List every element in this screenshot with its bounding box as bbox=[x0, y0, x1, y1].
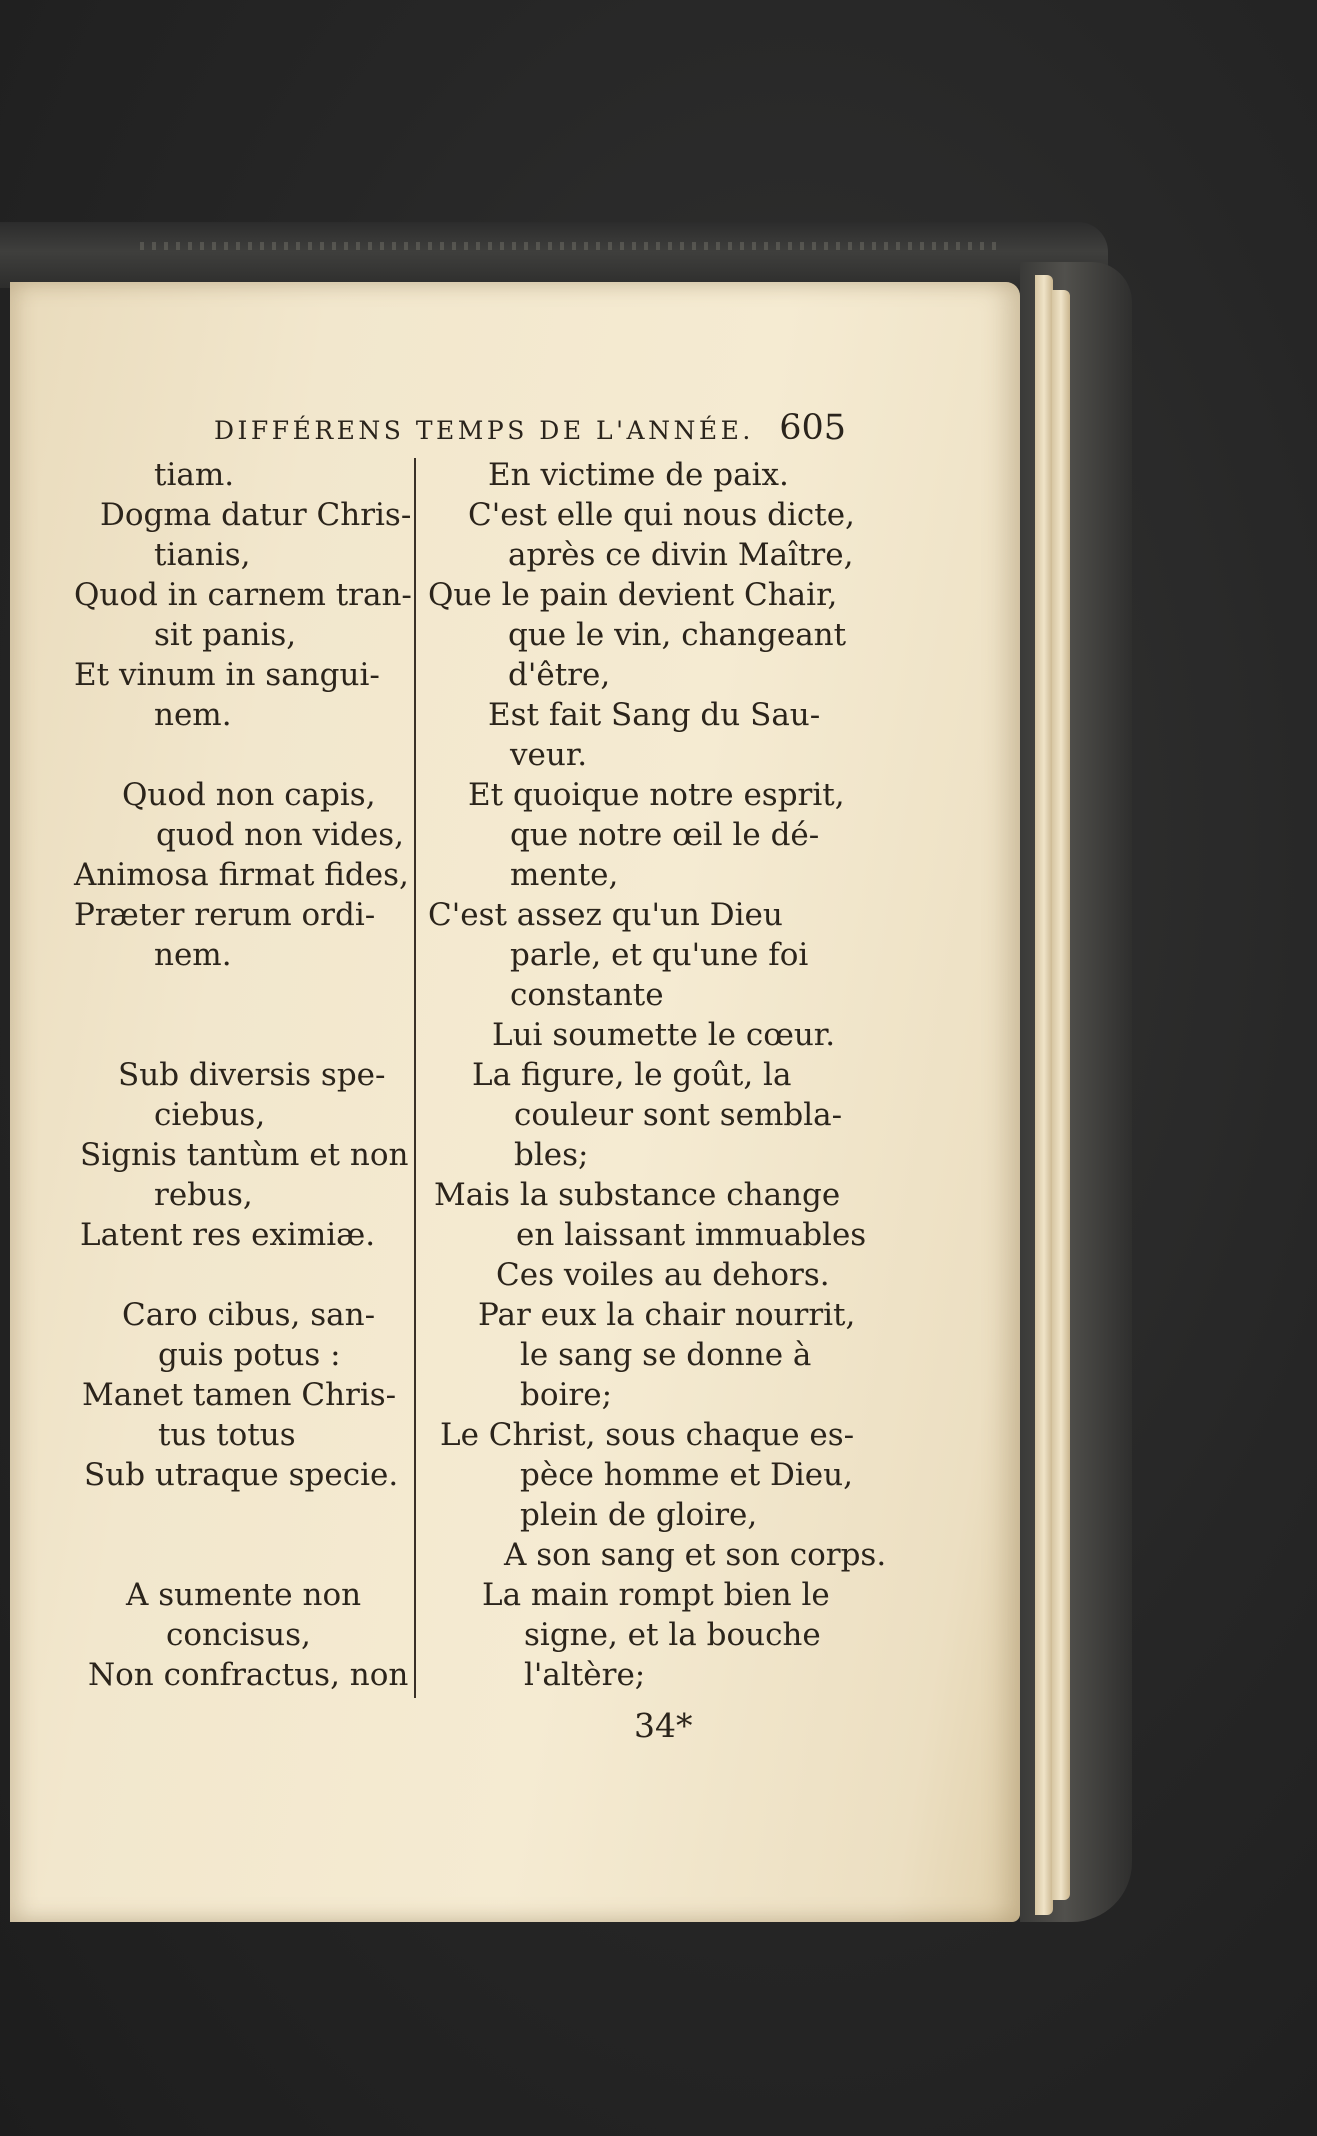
french-column bbox=[428, 455, 887, 1695]
french-verse-line: En victime de paix. bbox=[488, 457, 789, 493]
running-head: DIFFÉRENS TEMPS DE L'ANNÉE. bbox=[214, 416, 754, 445]
french-verse-line: A son sang et son corps. bbox=[504, 1537, 887, 1573]
page-number: 605 bbox=[779, 408, 846, 448]
french-verse-line: signe, et la bouche bbox=[524, 1617, 821, 1653]
latin-verse-line bbox=[74, 735, 414, 775]
latin-verse-line: guis potus : bbox=[158, 1337, 341, 1373]
french-verse-line: Et quoique notre esprit, bbox=[468, 777, 845, 813]
latin-verse-line: Et vinum in sangui- bbox=[74, 657, 380, 693]
french-verse-line: Ces voiles au dehors. bbox=[496, 1257, 830, 1293]
latin-verse-line: Caro cibus, san- bbox=[122, 1297, 376, 1333]
latin-verse-line bbox=[74, 1495, 414, 1535]
french-verse-line: Par eux la chair nourrit, bbox=[478, 1297, 856, 1333]
page-edge bbox=[1052, 290, 1070, 1900]
french-verse-line: C'est assez qu'un Dieu bbox=[428, 897, 783, 933]
french-verse-line: d'être, bbox=[508, 657, 611, 693]
french-verse-line: boire; bbox=[520, 1377, 613, 1413]
page-edge bbox=[1035, 275, 1053, 1915]
latin-verse-line bbox=[74, 1535, 414, 1575]
latin-verse-line bbox=[74, 1255, 414, 1295]
french-verse-line: plein de gloire, bbox=[520, 1497, 758, 1533]
latin-verse-line: Quod non capis, bbox=[122, 777, 376, 813]
french-verse-line: veur. bbox=[510, 737, 588, 773]
french-verse-line: l'altère; bbox=[524, 1657, 646, 1693]
french-verse-line: bles; bbox=[514, 1137, 589, 1173]
page-header bbox=[214, 408, 846, 452]
latin-verse-line: A sumente non bbox=[126, 1577, 362, 1613]
french-verse-line: Lui soumette le cœur. bbox=[492, 1017, 836, 1053]
french-verse-line: le sang se donne à bbox=[520, 1337, 812, 1373]
latin-verse-line: tianis, bbox=[154, 537, 251, 573]
latin-verse-line: ciebus, bbox=[154, 1097, 266, 1133]
latin-column bbox=[74, 455, 414, 1695]
column-rule bbox=[414, 458, 416, 1698]
latin-verse-line: tiam. bbox=[154, 457, 235, 493]
latin-verse-line: Quod in carnem tran- bbox=[74, 577, 412, 613]
french-verse-line: Est fait Sang du Sau- bbox=[488, 697, 821, 733]
latin-verse-line: tus totus bbox=[158, 1417, 296, 1453]
french-verse-line: que le vin, changeant bbox=[508, 617, 847, 653]
latin-verse-line: rebus, bbox=[154, 1177, 253, 1213]
latin-verse-line: sit panis, bbox=[154, 617, 297, 653]
french-verse-line: après ce divin Maître, bbox=[508, 537, 854, 573]
latin-verse-line: Non confractus, non bbox=[88, 1657, 409, 1693]
french-verse-line: pèce homme et Dieu, bbox=[520, 1457, 853, 1493]
book-spine-top bbox=[0, 222, 1108, 288]
french-verse-line: Le Christ, sous chaque es- bbox=[440, 1417, 855, 1453]
latin-verse-line: concisus, bbox=[166, 1617, 311, 1653]
latin-verse-line: nem. bbox=[154, 697, 232, 733]
latin-verse-line: quod non vides, bbox=[156, 817, 404, 853]
latin-verse-line bbox=[74, 975, 414, 1015]
french-verse-line: Mais la substance change bbox=[434, 1177, 841, 1213]
latin-verse-line: Sub utraque specie. bbox=[84, 1457, 399, 1493]
latin-verse-line: Præter rerum ordi- bbox=[74, 897, 376, 933]
french-verse-line: que notre œil le dé- bbox=[510, 817, 820, 853]
latin-verse-line: Latent res eximiæ. bbox=[80, 1217, 376, 1253]
french-verse-line: mente, bbox=[510, 857, 619, 893]
french-verse-line: couleur sont sembla- bbox=[514, 1097, 843, 1133]
french-verse-line: en laissant immuables bbox=[516, 1217, 867, 1253]
french-verse-line: Que le pain devient Chair, bbox=[428, 577, 838, 613]
latin-verse-line: Dogma datur Chris- bbox=[100, 497, 412, 533]
spine-tooling bbox=[140, 242, 1000, 250]
french-verse-line: parle, et qu'une foi bbox=[510, 937, 809, 973]
french-verse-line: C'est elle qui nous dicte, bbox=[468, 497, 855, 533]
signature-mark: 34* bbox=[634, 1706, 693, 1745]
latin-verse-line: Signis tantùm et non bbox=[80, 1137, 409, 1173]
french-verse-line: La main rompt bien le bbox=[482, 1577, 830, 1613]
latin-verse-line: nem. bbox=[154, 937, 232, 973]
latin-verse-line: Manet tamen Chris- bbox=[82, 1377, 397, 1413]
latin-verse-line: Animosa firmat fides, bbox=[74, 857, 409, 893]
latin-verse-line bbox=[74, 1015, 414, 1055]
french-verse-line: constante bbox=[510, 977, 664, 1013]
french-verse-line: La figure, le goût, la bbox=[472, 1057, 792, 1093]
latin-verse-line: Sub diversis spe- bbox=[118, 1057, 386, 1093]
